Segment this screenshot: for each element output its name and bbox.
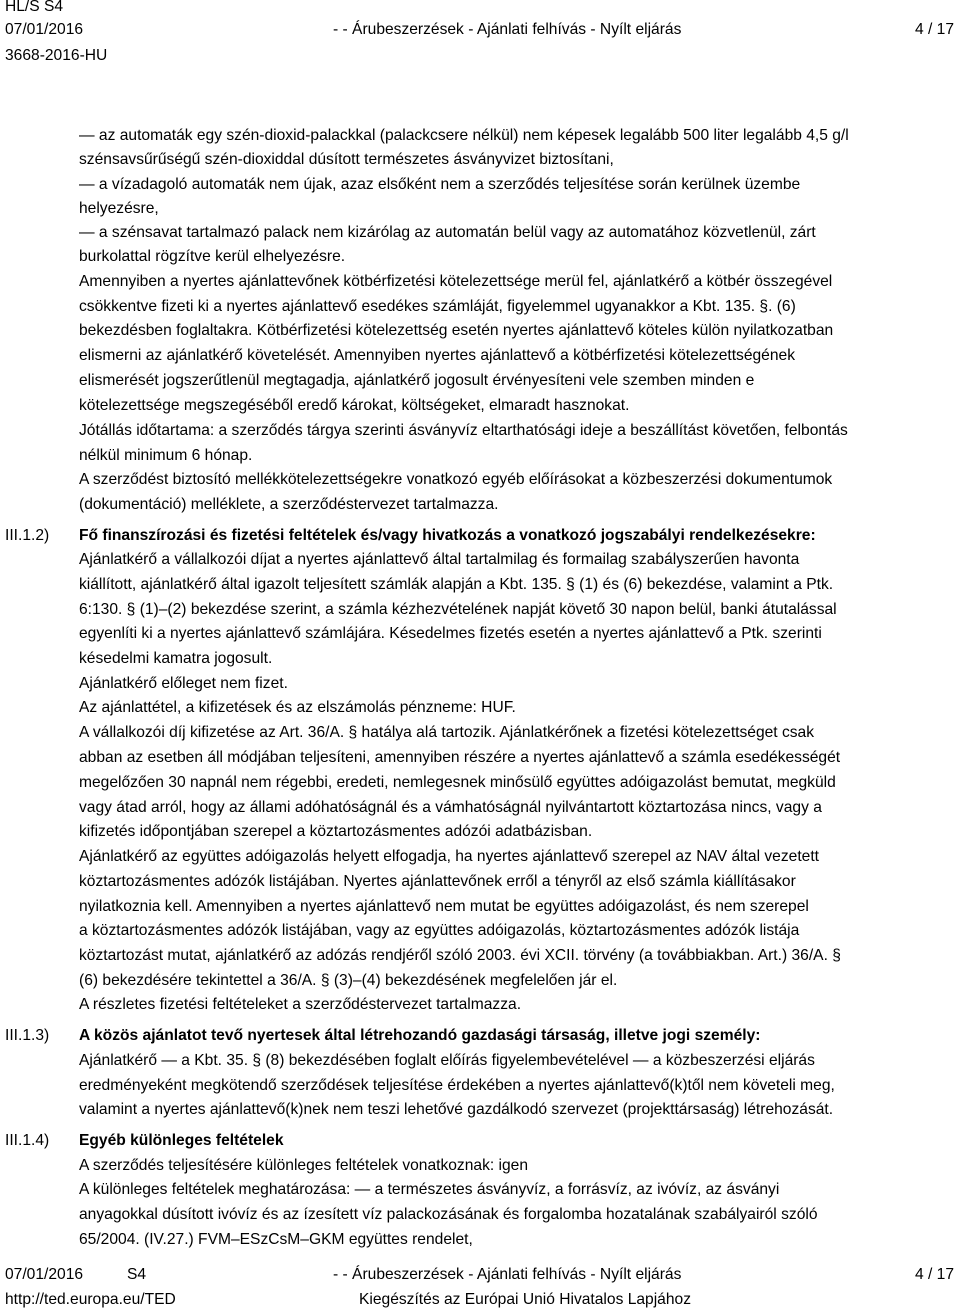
text-line: 6:130. § (1)–(2) bekezdése szerint, a számla kézhezvételének napját követő 30 napon belül, banki átutalással: [79, 601, 837, 618]
section-heading-payment: Fő finanszírozási és fizetési feltételek és/vagy hivatkozás a vonatkozó jogszabályi rendelkezésekre:: [79, 527, 816, 544]
text-line: nyilatkoznia kell. Amennyiben a nyertes ajánlattevő nem mutat be együttes adóigazolást, és nem szerepel: [79, 898, 809, 915]
text-line: — a szénsavat tartalmazó palack nem kizárólag az automatán belül vagy az automatához közvetlenül, zárt: [79, 224, 816, 241]
text-line: szénsavsűrűségű szén-dioxiddal dúsított természetes ásványvizet biztosítani,: [79, 151, 614, 168]
text-line: nélkül minimum 6 hónap.: [79, 447, 253, 464]
section-number-iii-1-3: III.1.3): [5, 1027, 50, 1044]
footer-series: S4: [127, 1266, 147, 1283]
text-line: késedelmi kamatra jogosult.: [79, 650, 273, 667]
text-line: valamint a nyertes ajánlattevő(k)nek nem teszi lehetővé gazdálkodó szervezet (projekttársaság) létrehozását.: [79, 1101, 834, 1118]
text-line: anyagokkal dúsított ivóvíz és az ízesített víz palackozásának és forgalomba hozatalának szabályairól szóló: [79, 1206, 818, 1223]
text-line: csökkentve fizeti ki a nyertes ajánlattevő esedékes számláját, figyelemmel ugyanakkor a Kbt. 135. §. (6): [79, 298, 796, 315]
section-number-iii-1-4: III.1.4): [5, 1132, 50, 1149]
doc-code: HL/S S4: [5, 0, 64, 15]
footer-title: - - Árubeszerzések - Ajánlati felhívás - Nyílt eljárás: [333, 1266, 682, 1283]
text-line: bekezdésben foglaltakra. Kötbérfizetési kötelezettség esetén nyertes ajánlattevő köteles külön nyilatkozatban: [79, 322, 834, 339]
text-line: köztartozásmentes adózók listájában. Nyertes ajánlattevőnek erről a tényről az első számla kiállításakor: [79, 873, 796, 890]
footer-publisher: Kiegészítés az Európai Unió Hivatalos Lapjához: [359, 1291, 691, 1308]
notice-id: 3668-2016-HU: [5, 47, 108, 64]
text-line: (6) bekezdésére tekintettel a 36/A. § (3)–(4) bekezdésének megfelelően jár el.: [79, 972, 618, 989]
text-line: — az automaták egy szén-dioxid-palackkal (palackcsere nélkül) nem képesek legalább 500 liter legalább 4,5 g/l: [79, 127, 849, 144]
text-line: egyenlíti ki a nyertes ajánlattevő számlájára. Késedelmes fizetés esetén a nyertes ajánlattevő a Ptk. szerinti: [79, 625, 822, 642]
footer-url-link[interactable]: http://ted.europa.eu/TED: [5, 1291, 176, 1308]
text-line: kötelezettsége megszegéséből eredő károkat, költségeket, elmaradt hasznokat.: [79, 397, 630, 414]
text-line: A részletes fizetési feltételeket a szerződéstervezet tartalmazza.: [79, 996, 522, 1013]
text-line: A szerződés teljesítésére különleges feltételek vonatkoznak: igen: [79, 1157, 529, 1174]
text-line: A vállalkozói díj kifizetése az Art. 36/A. § hatálya alá tartozik. Ajánlatkérőnek a fizetési kötelezettséget csak: [79, 724, 815, 741]
text-line: burkolattal rögzítve kerül elhelyezésre.: [79, 248, 346, 265]
text-line: Az ajánlattétel, a kifizetések és az elszámolás pénzneme: HUF.: [79, 699, 516, 716]
text-line: Amennyiben a nyertes ajánlattevőnek kötbérfizetési kötelezettsége merül fel, ajánlatkérő a kötbér összegével: [79, 273, 833, 290]
text-line: eredményeként megkötendő szerződések teljesítése érdekében a nyertes ajánlattevő(k)től nem követeli meg,: [79, 1077, 835, 1094]
text-line: abban az esetben áll módjában teljesíteni, amennyiben részére a nyertes ajánlattevő a számla esedékességét: [79, 749, 841, 766]
section-number-iii-1-2: III.1.2): [5, 527, 50, 544]
text-line: elismerni az ajánlatkérő követelését. Amennyiben nyertes ajánlattevő a kötbérfizetési kötelezettségének: [79, 347, 795, 364]
text-line: Jótállás időtartama: a szerződés tárgya szerinti ásványvíz eltarthatósági ideje a beszállítást követően, felbontás: [79, 422, 848, 439]
text-line: helyezésre,: [79, 200, 159, 217]
text-line: 65/2004. (IV.27.) FVM–ESzCsM–GKM együttes rendelet,: [79, 1231, 473, 1248]
header-page-number: 4 / 17: [914, 21, 954, 38]
text-line: a köztartozásmentes adózók listájában, vagy az együttes adóigazolás, köztartozásmentes adózók listája: [79, 922, 800, 939]
text-line: kifizetés időpontjában szerepel a köztartozásmentes adózói adatbázisban.: [79, 823, 593, 840]
text-line: Ajánlatkérő az együttes adóigazolás helyett elfogadja, ha nyertes ajánlattevő szerepel az NAV által vezetett: [79, 848, 819, 865]
text-line: Ajánlatkérő a vállalkozói díjat a nyertes ajánlattevő által tartalmilag és formailag szabályszerűen havonta: [79, 551, 800, 568]
header-date: 07/01/2016: [5, 21, 84, 38]
section-heading-special-conditions: Egyéb különleges feltételek: [79, 1132, 284, 1149]
text-line: Ajánlatkérő előleget nem fizet.: [79, 675, 288, 692]
text-line: A szerződést biztosító mellékkötelezettségekre vonatkozó egyéb előírásokat a közbeszerzési dokumentumok: [79, 471, 833, 488]
text-line: köztartozást mutat, ajánlatkérő az adózás rendjéről szóló 2003. évi XCII. törvény (a továbbiakban. Art.) 36/A. §: [79, 947, 841, 964]
footer-page-number: 4 / 17: [914, 1266, 954, 1283]
text-line: elismerését jogszerűtlenül megtagadja, ajánlatkérő jogosult érvényesíteni vele szemben minden e: [79, 372, 755, 389]
text-line: A különleges feltételek meghatározása: — a természetes ásványvíz, a forrásvíz, az ivóvíz, az ásványi: [79, 1181, 780, 1198]
footer-date: 07/01/2016: [5, 1266, 84, 1283]
text-line: Ajánlatkérő — a Kbt. 35. § (8) bekezdésében foglalt előírás figyelembevételével — a közbeszerzési eljárás: [79, 1052, 815, 1069]
section-heading-joint-bidders: A közös ajánlatot tevő nyertesek által létrehozandó gazdasági társaság, illetve jogi személy:: [79, 1027, 761, 1044]
text-line: vagy átad arról, hogy az állami adóhatóságnál és a vámhatóságnál nyilvántartott köztartozása nincs, vagy a: [79, 799, 822, 816]
text-line: megelőzően 30 napnál nem régebbi, eredeti, nemlegesnek minősülő együttes adóigazolást bemutat, megküld: [79, 774, 836, 791]
header-title: - - Árubeszerzések - Ajánlati felhívás - Nyílt eljárás: [333, 21, 682, 38]
text-line: kiállított, ajánlatkérő által igazolt teljesített számlák alapján a Kbt. 135. § (1) és (6) bekezdése, valamint a Ptk.: [79, 576, 834, 593]
text-line: — a vízadagoló automaták nem újak, azaz elsőként nem a szerződés teljesítése során kerülnek üzembe: [79, 176, 801, 193]
text-line: (dokumentáció) melléklete, a szerződéstervezet tartalmazza.: [79, 496, 499, 513]
